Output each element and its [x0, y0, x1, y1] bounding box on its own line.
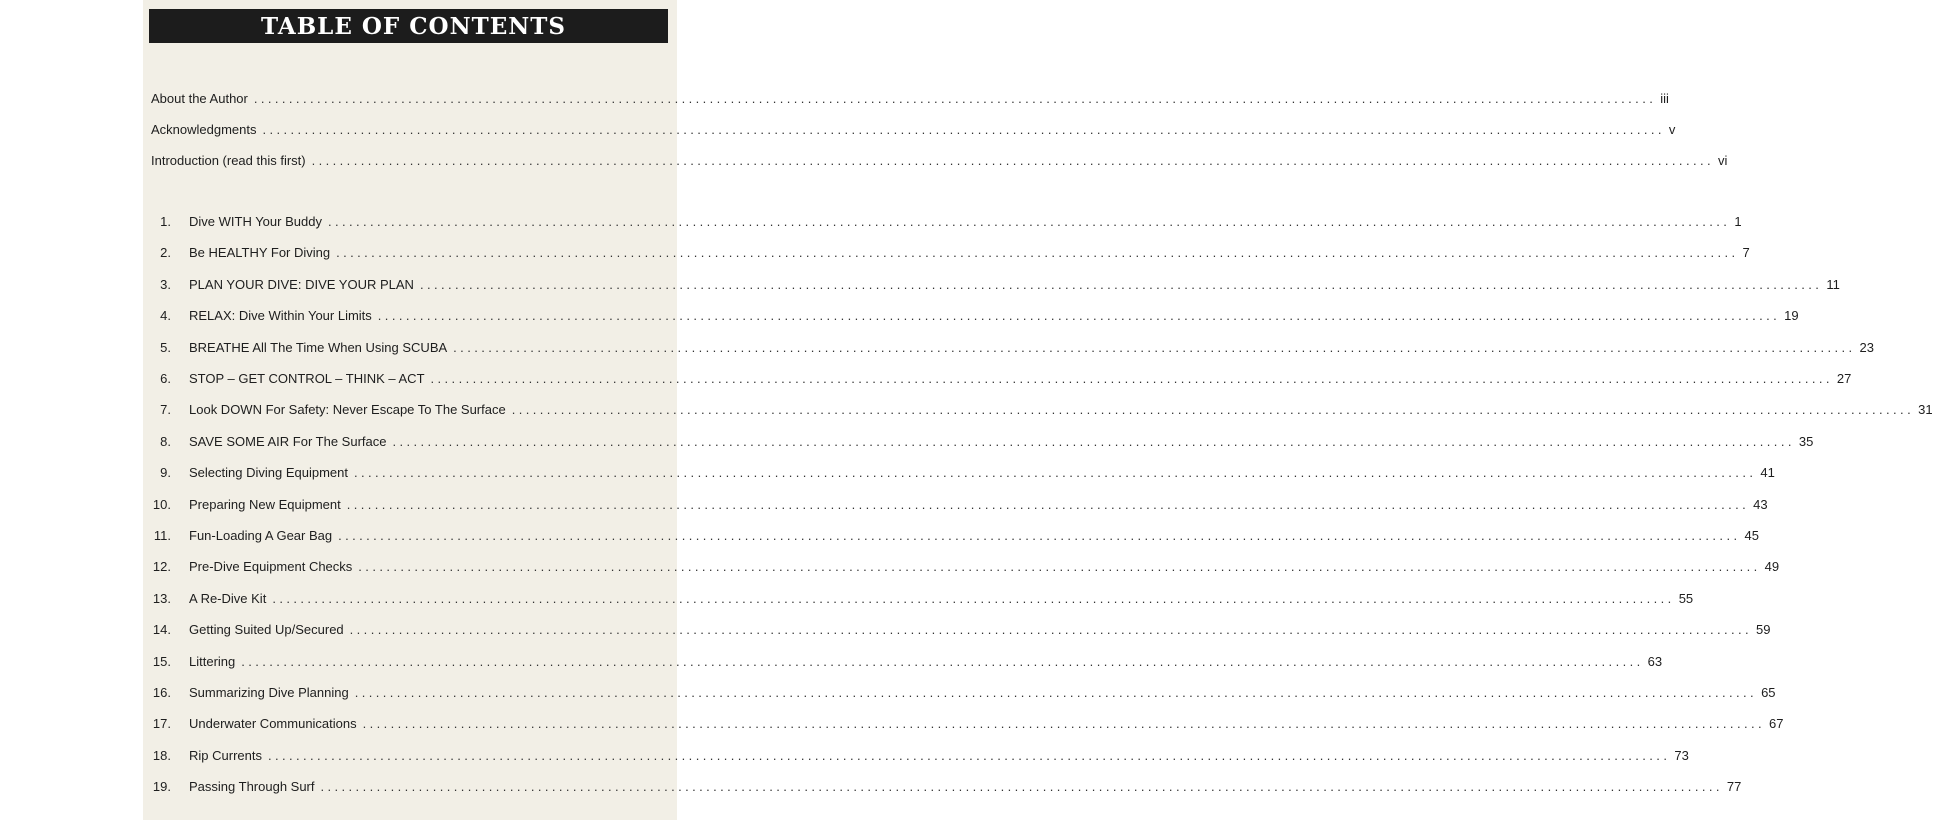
chapter-entry [143, 685, 1776, 705]
title-banner [149, 9, 668, 43]
entry-title: PLAN YOUR DIVE: DIVE YOUR PLAN [189, 276, 414, 292]
dot-leader: ........................................................................................................................................................................................................ [419, 276, 1823, 292]
chapter-entry [143, 653, 1663, 674]
chapter-number: 14. [152, 622, 171, 638]
dot-leader: ........................................................................................................................................................................................................ [346, 496, 1750, 512]
chapter-number: 12. [152, 559, 171, 575]
chapter-entry [143, 433, 1814, 454]
entry-title: Dive WITH Your Buddy [189, 214, 322, 229]
dot-leader: ........................................................................................................................................................................................................ [453, 339, 1856, 355]
chapter-number: 17. [152, 716, 171, 732]
chapter-entry [143, 276, 1840, 297]
entry-title: RELAX: Dive Within Your Limits [189, 308, 372, 324]
chapter-entry [143, 716, 1784, 736]
chapter-entry [143, 402, 1933, 422]
chapter-entry [143, 371, 1852, 391]
dot-leader: ........................................................................................................................................................................................................ [338, 528, 1741, 543]
chapter-number: 2. [160, 245, 171, 261]
entry-title: Acknowledgments [151, 122, 257, 137]
chapter-number: 9. [160, 465, 171, 481]
dot-leader: ........................................................................................................................................................................................................ [353, 465, 1757, 481]
dot-leader: ........................................................................................................................................................................................................ [241, 653, 1644, 669]
page-number: 23 [1859, 339, 1875, 355]
page-number: 31 [1918, 402, 1933, 418]
chapter-number: 16. [152, 685, 171, 700]
dot-leader: ........................................................................................................................................................................................................ [253, 91, 1657, 106]
chapter-number: 10. [152, 496, 171, 512]
entry-title: Selecting Diving Equipment [189, 465, 348, 481]
entry-title: STOP – GET CONTROL – THINK – ACT [189, 371, 425, 386]
chapter-entry [143, 622, 1771, 642]
dot-leader: ........................................................................................................................................................................................................ [430, 371, 1833, 386]
dot-leader: ........................................................................................................................................................................................................ [320, 779, 1723, 795]
page-number: 65 [1761, 685, 1776, 700]
dot-leader: ........................................................................................................................................................................................................ [362, 716, 1765, 732]
chapter-number: 15. [152, 653, 171, 669]
page-number: 1 [1734, 214, 1742, 229]
dot-leader: ........................................................................................................................................................................................................ [336, 245, 1739, 261]
page-number: 7 [1742, 245, 1750, 261]
page-number: 19 [1784, 308, 1799, 324]
chapter-number: 18. [152, 747, 171, 763]
chapter-number: 1. [160, 214, 171, 229]
entry-title: A Re-Dive Kit [189, 590, 267, 606]
entry-title: Preparing New Equipment [189, 496, 341, 512]
page-number: 43 [1753, 496, 1768, 512]
chapter-entry [143, 245, 1750, 265]
chapter-number: 6. [160, 371, 171, 386]
document-page [143, 0, 1933, 820]
page-number: vi [1718, 153, 1728, 168]
dot-leader: ........................................................................................................................................................................................................ [327, 214, 1731, 229]
page-number: 59 [1756, 622, 1771, 638]
page-number: 63 [1647, 653, 1663, 669]
entry-title: Underwater Communications [189, 716, 357, 732]
chapter-number: 4. [160, 308, 171, 324]
page-number: 27 [1836, 371, 1852, 386]
page-number: v [1668, 122, 1676, 137]
entry-title: Passing Through Surf [189, 779, 315, 795]
page-number: 49 [1764, 559, 1780, 575]
dot-leader: ........................................................................................................................................................................................................ [272, 590, 1675, 606]
entry-title: BREATHE All The Time When Using SCUBA [189, 339, 448, 355]
front-matter-entry [143, 91, 1669, 111]
page-number: 67 [1769, 716, 1784, 732]
chapter-entry [143, 214, 1742, 234]
entry-title: Littering [189, 653, 236, 669]
chapter-entry [143, 465, 1775, 485]
dot-leader: ........................................................................................................................................................................................................ [511, 402, 1915, 418]
chapter-number: 5. [160, 339, 171, 355]
page-title: TABLE OF CONTENTS [261, 12, 566, 40]
chapter-entry [143, 590, 1694, 611]
chapter-entry [143, 779, 1742, 799]
entry-title: Rip Currents [189, 747, 262, 763]
chapter-entry [143, 559, 1780, 579]
chapter-number: 11. [153, 528, 171, 543]
entry-title: Look DOWN For Safety: Never Escape To The Surface [189, 402, 506, 418]
chapter-entry [143, 308, 1799, 328]
dot-leader: ........................................................................................................................................................................................................ [377, 308, 1781, 324]
page-number: 41 [1760, 465, 1775, 481]
entry-title: Be HEALTHY For Diving [189, 245, 331, 261]
entry-title: Summarizing Dive Planning [189, 685, 349, 700]
entry-title: Getting Suited Up/Secured [189, 622, 344, 638]
front-matter-entry [143, 122, 1676, 142]
page-number: 73 [1674, 747, 1689, 763]
dot-leader: ........................................................................................................................................................................................................ [267, 747, 1671, 763]
page-number: iii [1660, 91, 1669, 106]
front-matter-entry [143, 153, 1728, 173]
chapter-entry [143, 747, 1689, 768]
entry-title: Introduction (read this first) [151, 153, 306, 168]
entry-title: Pre-Dive Equipment Checks [189, 559, 353, 575]
entry-title: About the Author [151, 91, 248, 106]
chapter-number: 13. [152, 590, 171, 606]
page-number: 35 [1798, 433, 1814, 449]
chapter-entry [143, 339, 1875, 360]
dot-leader: ........................................................................................................................................................................................................ [349, 622, 1753, 638]
chapter-number: 3. [160, 276, 171, 292]
chapter-number: 7. [160, 402, 171, 418]
dot-leader: ........................................................................................................................................................................................................ [311, 153, 1714, 168]
entry-title: Fun-Loading A Gear Bag [189, 528, 333, 543]
chapter-number: 19. [152, 779, 171, 795]
entry-title: SAVE SOME AIR For The Surface [189, 433, 387, 449]
page-number: 77 [1726, 779, 1742, 795]
chapter-number: 8. [160, 433, 171, 449]
page-number: 45 [1744, 528, 1759, 543]
chapter-entry [143, 496, 1768, 517]
dot-leader: ........................................................................................................................................................................................................ [358, 559, 1761, 575]
page-number: 11 [1826, 276, 1840, 292]
dot-leader: ........................................................................................................................................................................................................ [262, 122, 1665, 137]
dot-leader: ........................................................................................................................................................................................................ [354, 685, 1758, 700]
page-number: 55 [1678, 590, 1694, 606]
dot-leader: ........................................................................................................................................................................................................ [392, 433, 1795, 449]
chapter-entry [143, 528, 1759, 548]
